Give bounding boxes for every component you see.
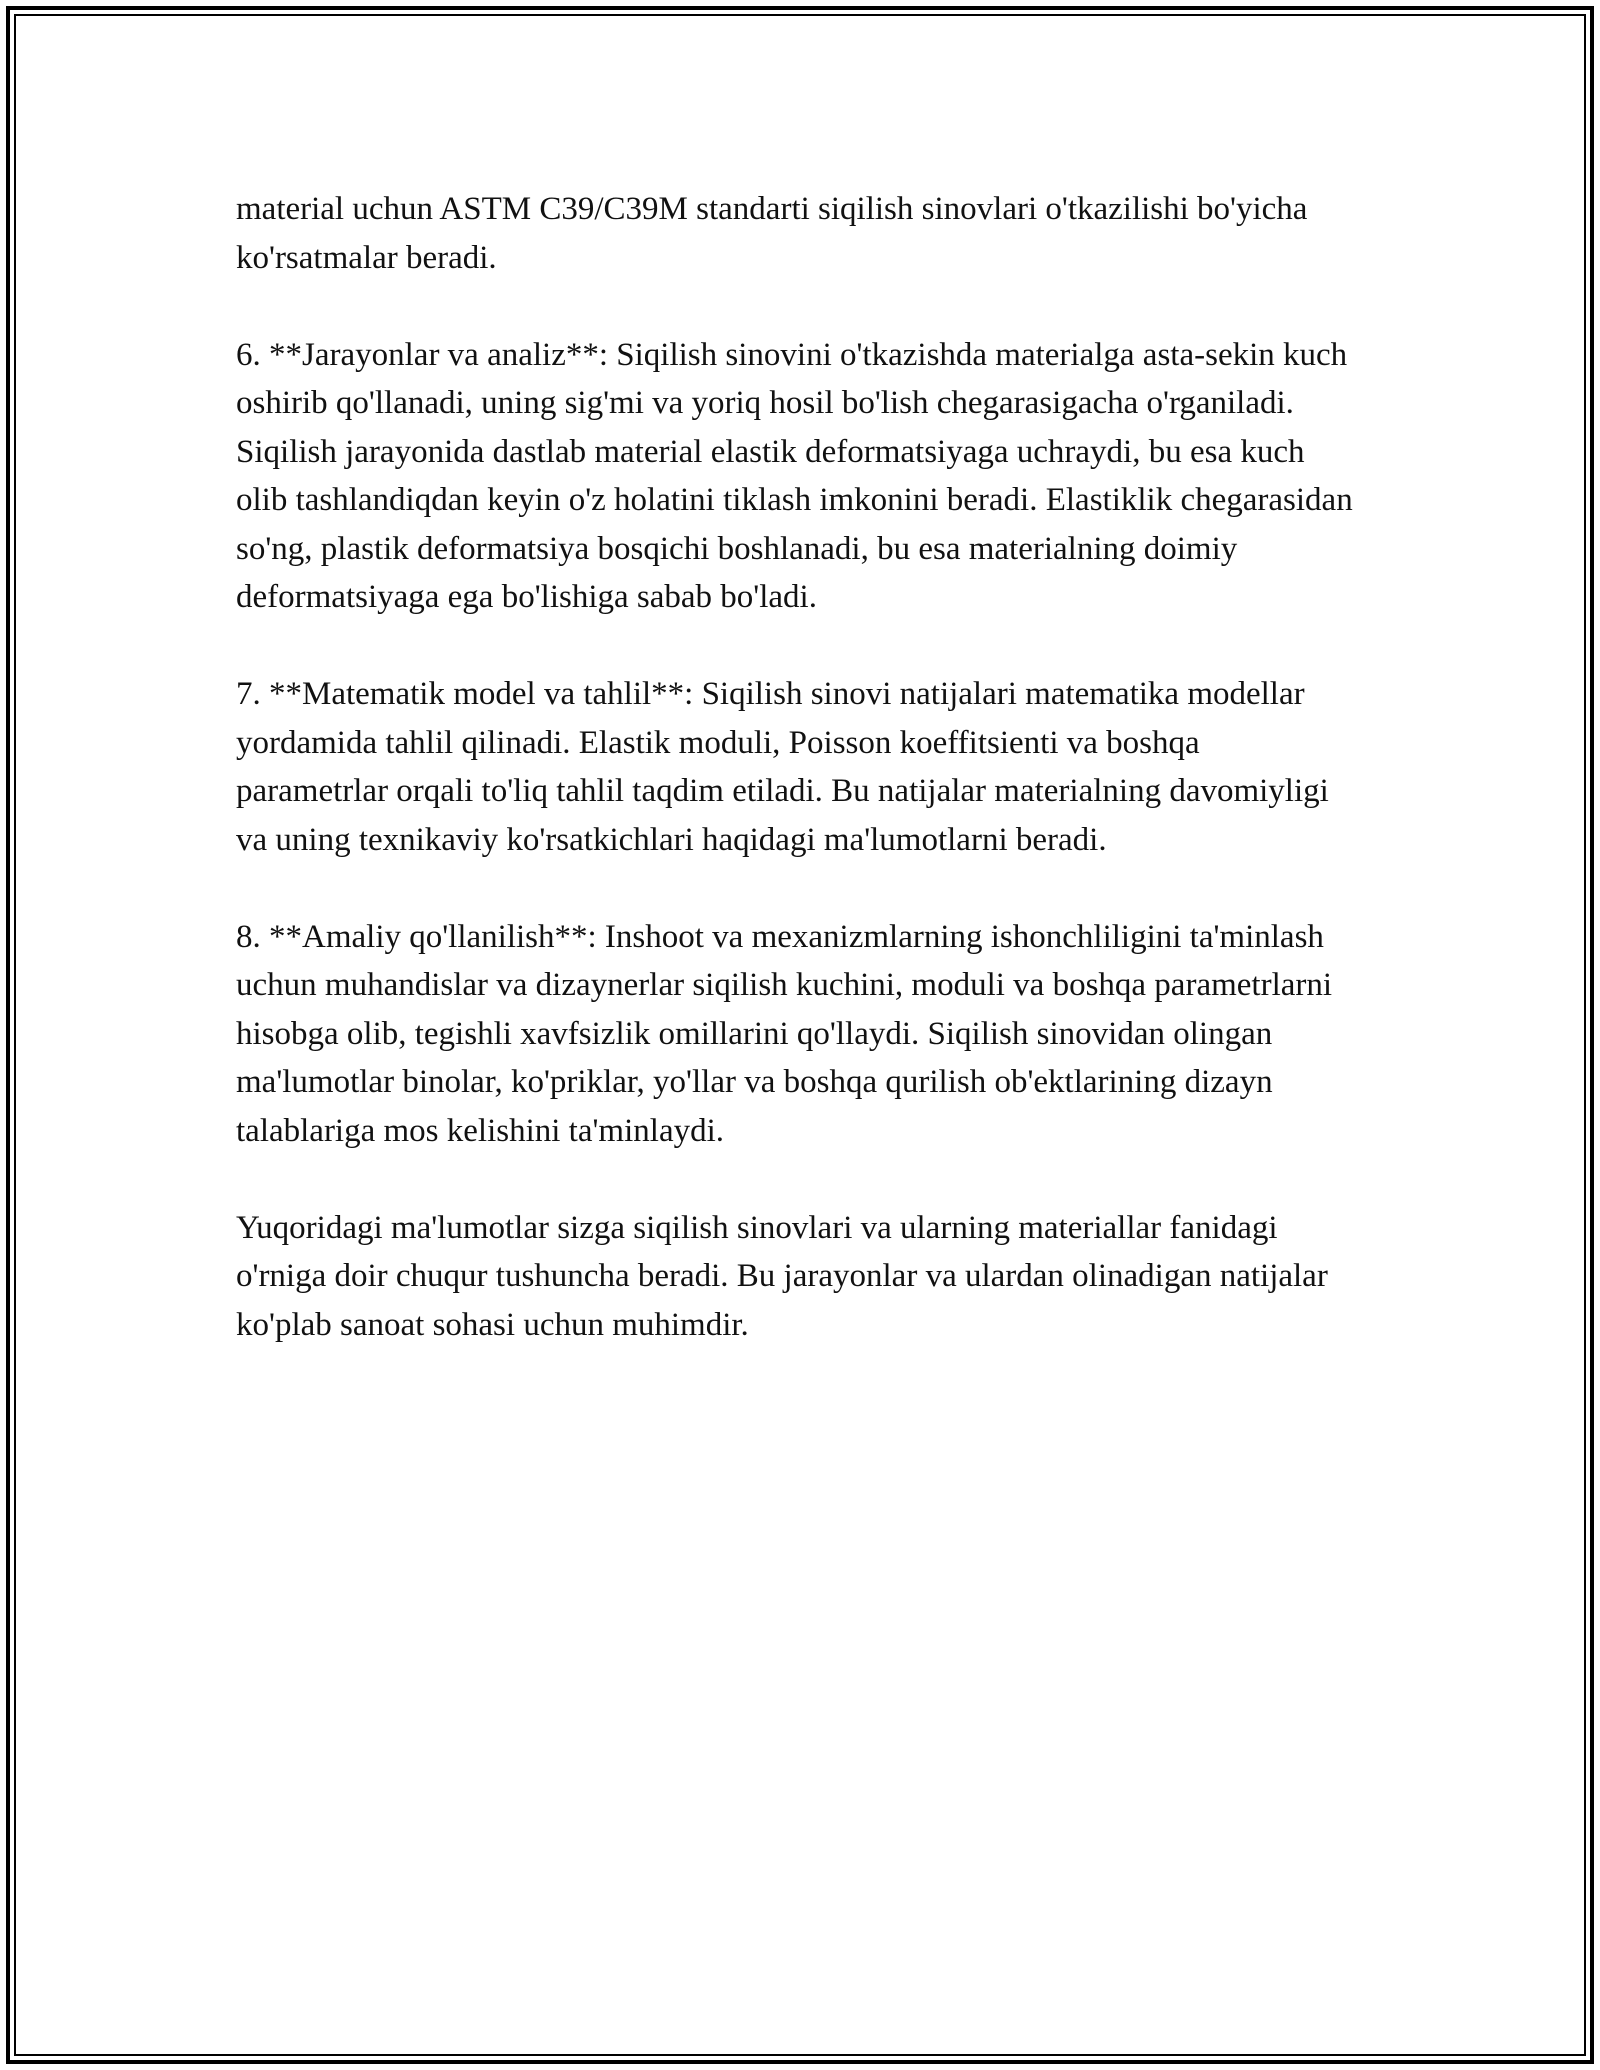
paragraph-jarayonlar-va-analiz: 6. **Jarayonlar va analiz**: Siqilish sinovini o'tkazishda materialga asta-sekin kuch oshirib qo'llanadi, uning sig'mi va yoriq hosil bo'lish chegarasigacha o'rganiladi. Siqilish jarayonida dastlab material elastik deformatsiyaga uchraydi, bu esa kuch olib tashlandiqdan keyin o'z holatini tiklash imkonini beradi. Elastiklik chegarasidan so'ng, plastik deformatsiya bosqichi boshlanadi, bu esa materialning doimiy deformatsiyaga ega bo'lishiga sabab bo'ladi. — [236, 336, 1353, 615]
paragraph-continuation: material uchun ASTM C39/C39M standarti siqilish sinovlari o'tkazilishi bo'yicha ko'rsatmalar beradi. — [236, 191, 1308, 276]
paragraph-amaliy-qollanilish: 8. **Amaliy qo'llanilish**: Inshoot va mexanizmlarning ishonchliligini ta'minlash uchun muhandislar va dizaynerlar siqilish kuchini, moduli va boshqa parametrlarni hisobga olib, tegishli xavfsizlik omillarini qo'llaydi. Siqilish sinovidan olingan ma'lumotlar binolar, ko'priklar, yo'llar va boshqa qurilish ob'ektlarining dizayn talablariga mos kelishini ta'minlaydi. — [236, 918, 1333, 1149]
document-body — [236, 185, 1356, 1398]
paragraph-conclusion: Yuqoridagi ma'lumotlar sizga siqilish sinovlari va ularning materiallar fanidagi o'rniga doir chuqur tushuncha beradi. Bu jarayonlar va ulardan olinadigan natijalar ko'plab sanoat sohasi uchun muhimdir. — [236, 1209, 1328, 1343]
paragraph-matematik-model: 7. **Matematik model va tahlil**: Siqilish sinovi natijalari matematika modellar yordamida tahlil qilinadi. Elastik moduli, Poisson koeffitsienti va boshqa parametrlar orqali to'liq tahlil taqdim etiladi. Bu natijalar materialning davomiyligi va uning texnikaviy ko'rsatkichlari haqidagi ma'lumotlarni beradi. — [236, 676, 1329, 858]
